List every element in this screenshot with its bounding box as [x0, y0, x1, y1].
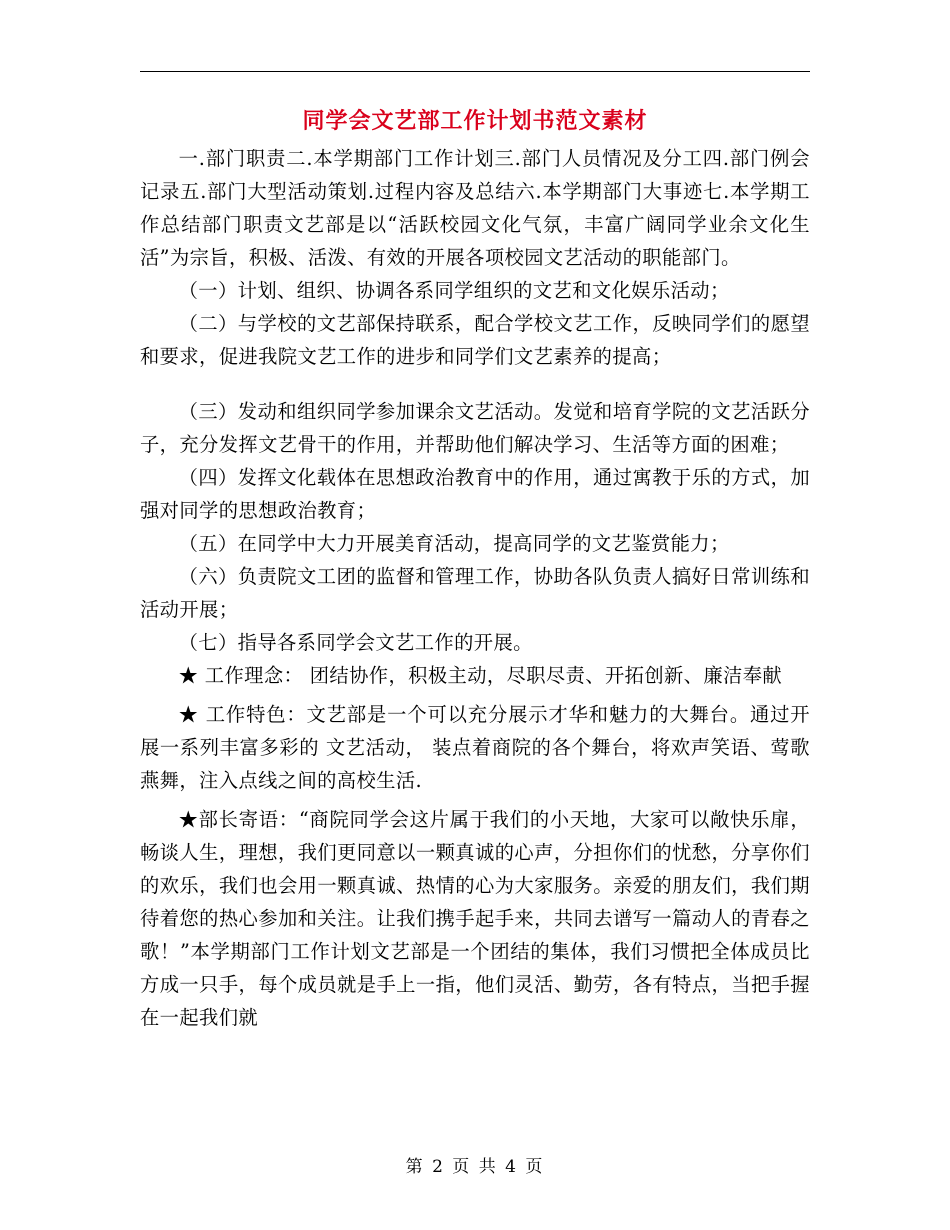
paragraph-item-1: （一）计划、组织、协调各系同学组织的文艺和文化娱乐活动； — [178, 279, 730, 302]
paragraph-item-3: （三）发动和组织同学参加课余文艺活动。发觉和培育学院的文艺活跃分子，充分发挥文艺骨干的作用，并帮助他们解决学习、生活等方面的困难； — [140, 400, 810, 456]
paragraph-minister-message: ★部长寄语：“商院同学会这片属于我们的小天地，大家可以敞快乐扉，畅谈人生，理想，我们更同意以一颗真诚的心声，分担你们的忧愁，分享你们的欢乐，我们也会用一颗真诚、热情的心为大家服务。亲爱的朋友们，我们期待着您的热心参加和关注。让我们携手起手来，共同去谱写一篇动人的青春之歌！”本学期部门工作计划文艺部是一个团结的集体，我们习惯把全体成员比方成一只手，每个成员就是手上一指，他们灵活、勤劳，各有特点，当把手握在一起我们就 — [140, 808, 810, 1029]
paragraph-intro: 一.部门职责二.本学期部门工作计划三.部门人员情况及分工四.部门例会记录五.部门大型活动策划.过程内容及总结六.本学期部门大事迹七.本学期工作总结部门职责文艺部是以“活跃校园文化气氛，丰富广阔同学业余文化生活”为宗旨，积极、活泼、有效的开展各项校园文艺活动的职能部门。 — [140, 147, 810, 269]
page-number-footer: 第 2 页 共 4 页 — [405, 1157, 545, 1177]
paragraph-work-feature: ★ 工作特色：文艺部是一个可以充分展示才华和魅力的大舞台。通过开展一系列丰富多彩的 文艺活动， 装点着商院的各个舞台，将欢声笑语、莺歌燕舞，注入点线之间的高校生活. — [140, 703, 810, 792]
paragraph-item-2: （二）与学校的文艺部保持联系，配合学校文艺工作，反映同学们的愿望和要求，促进我院文艺工作的进步和同学们文艺素养的提高； — [140, 312, 810, 368]
paragraph-item-6: （六）负责院文工团的监督和管理工作，协助各队负责人搞好日常训练和活动开展； — [140, 565, 810, 621]
paragraph-work-concept: ★ 工作理念： 团结协作，积极主动，尽职尽责、开拓创新、廉洁奉献 — [178, 664, 783, 687]
document-body — [140, 142, 810, 1034]
paragraph-item-4: （四）发挥文化载体在思想政治教育中的作用，通过寓教于乐的方式，加强对同学的思想政治教育； — [140, 466, 810, 522]
paragraph-item-5: （五）在同学中大力开展美育活动，提高同学的文艺鉴赏能力； — [178, 532, 730, 555]
paragraph-item-7: （七）指导各系同学会文艺工作的开展。 — [178, 631, 533, 654]
header-rule — [140, 71, 810, 72]
document-title: 同学会文艺部工作计划书范文素材 — [302, 108, 648, 134]
